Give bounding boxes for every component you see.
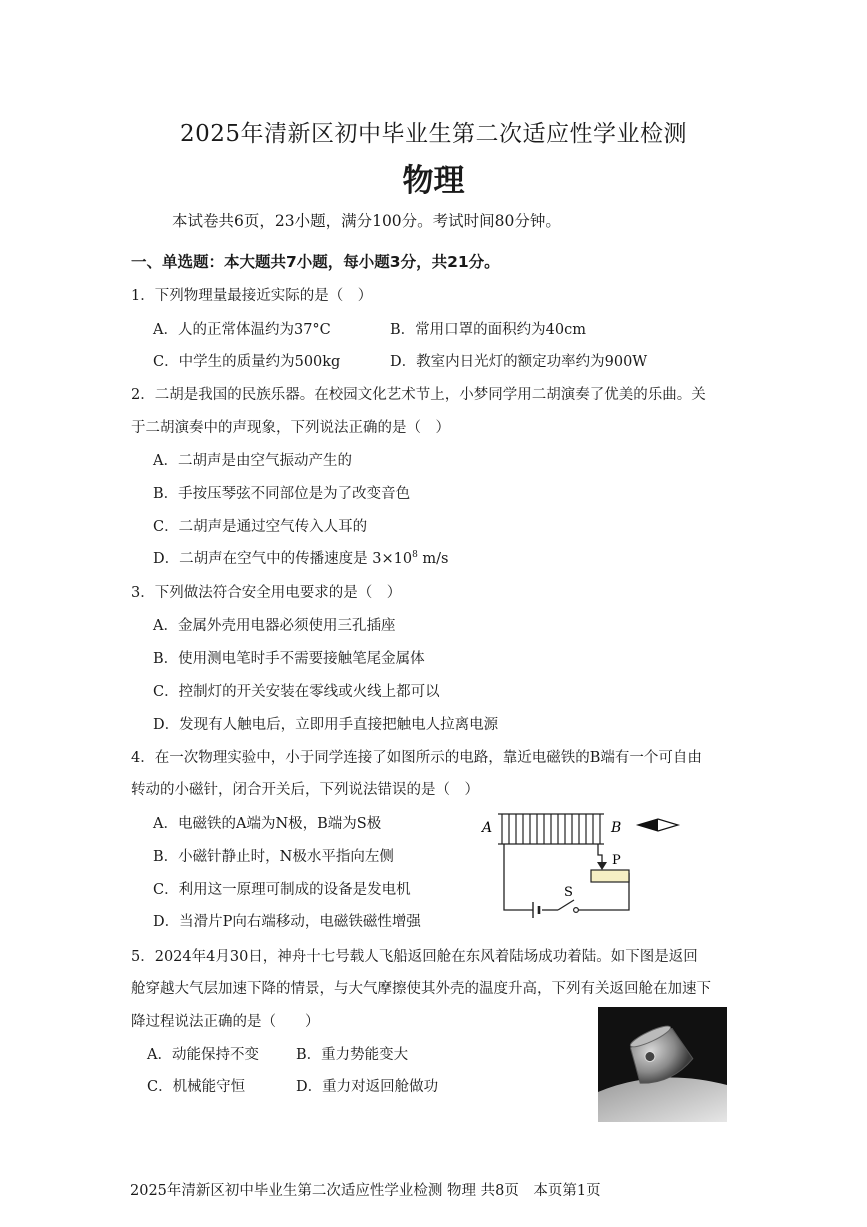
q2-option-b: B．手按压琴弦不同部位是为了改变音色 (153, 486, 411, 502)
exam-intro: 本试卷共6页，23小题，满分100分。考试时间80分钟。 (172, 212, 561, 230)
q4-stem-line1: 4．在一次物理实验中，小于同学连接了如图所示的电路，靠近电磁铁的B端有一个可自由 (131, 750, 702, 766)
q4-option-c: C．利用这一原理可制成的设备是发电机 (153, 882, 411, 898)
electromagnet-coil (498, 814, 604, 844)
q5-option-b: B．重力势能变大 (296, 1047, 409, 1063)
label-a: A (482, 820, 493, 836)
label-p: P (612, 853, 621, 868)
q2-option-c: C．二胡声是通过空气传入人耳的 (153, 519, 368, 535)
subject-title: 物理 (402, 163, 465, 199)
q2-stem-line2: 于二胡演奏中的声现象，下列说法正确的是（ ） (131, 420, 450, 436)
q5-stem-line2: 舱穿越大气层加速下降的情景，与大气摩擦使其外壳的温度升高，下列有关返回舱在加速下 (131, 981, 711, 997)
q4-circuit-figure (478, 800, 688, 925)
q5-option-a: A．动能保持不变 (147, 1047, 259, 1063)
rheostat (591, 870, 629, 882)
q2-option-d (153, 547, 448, 568)
exam-title: 2025年清新区初中毕业生第二次适应性学业检测 (179, 121, 688, 147)
q2-option-d-unit: m/s (417, 551, 449, 567)
q3-stem: 3．下列做法符合安全用电要求的是（ ） (131, 585, 402, 601)
q2-stem-line1: 2．二胡是我国的民族乐器。在校园文化艺术节上，小梦同学用二胡演奏了优美的乐曲。关 (131, 387, 706, 403)
q4-option-d: D．当滑片P向右端移动，电磁铁磁性增强 (153, 914, 421, 930)
q4-option-b: B．小磁针静止时，N极水平指向左侧 (153, 849, 394, 865)
label-s: S (564, 885, 573, 900)
q5-capsule-photo (598, 1007, 727, 1122)
q3-option-c: C．控制灯的开关安装在零线或火线上都可以 (153, 684, 440, 700)
compass-needle-north (638, 819, 658, 831)
switch-lever (558, 900, 574, 910)
q1-stem: 1．下列物理量最接近实际的是（ ） (131, 288, 373, 304)
q5-stem-line1: 5．2024年4月30日，神舟十七号载人飞船返回舱在东风着陆场成功着陆。如下图是返回 (131, 949, 698, 965)
q2-option-d-exponent: 8 (412, 550, 418, 561)
q2-option-d-text: D．二胡声在空气中的传播速度是 3×10 (153, 551, 413, 567)
q1-option-b: B．常用口罩的面积约为40cm (390, 322, 586, 338)
label-b: B (611, 820, 622, 836)
q5-option-c: C．机械能守恒 (147, 1079, 246, 1095)
q4-stem-line2: 转动的小磁针，闭合开关后，下列说法错误的是（ ） (131, 782, 479, 798)
q5-option-d: D．重力对返回舱做功 (296, 1079, 439, 1095)
q4-option-a: A．电磁铁的A端为N极，B端为S极 (153, 816, 382, 832)
q5-stem-line3: 降过程说法正确的是（ ） (131, 1014, 320, 1030)
q1-option-a: A．人的正常体温约为37°C (153, 322, 331, 338)
page-footer: 2025年清新区初中毕业生第二次适应性学业检测 物理 共8页 本页第1页 (130, 1183, 601, 1199)
section-heading: 一、单选题：本大题共7小题，每小题3分，共21分。 (131, 253, 500, 271)
q3-option-b: B．使用测电笔时手不需要接触笔尾金属体 (153, 651, 425, 667)
q1-option-d: D．教室内日光灯的额定功率约为900W (390, 354, 648, 370)
q3-option-d: D．发现有人触电后，立即用手直接把触电人拉离电源 (153, 717, 499, 733)
q1-option-c: C．中学生的质量约为500kg (153, 354, 341, 370)
q2-option-a: A．二胡声是由空气振动产生的 (153, 453, 352, 469)
slider-arrow-icon (597, 862, 607, 870)
switch-contact (574, 908, 579, 913)
q3-option-a: A．金属外壳用电器必须使用三孔插座 (153, 618, 396, 634)
